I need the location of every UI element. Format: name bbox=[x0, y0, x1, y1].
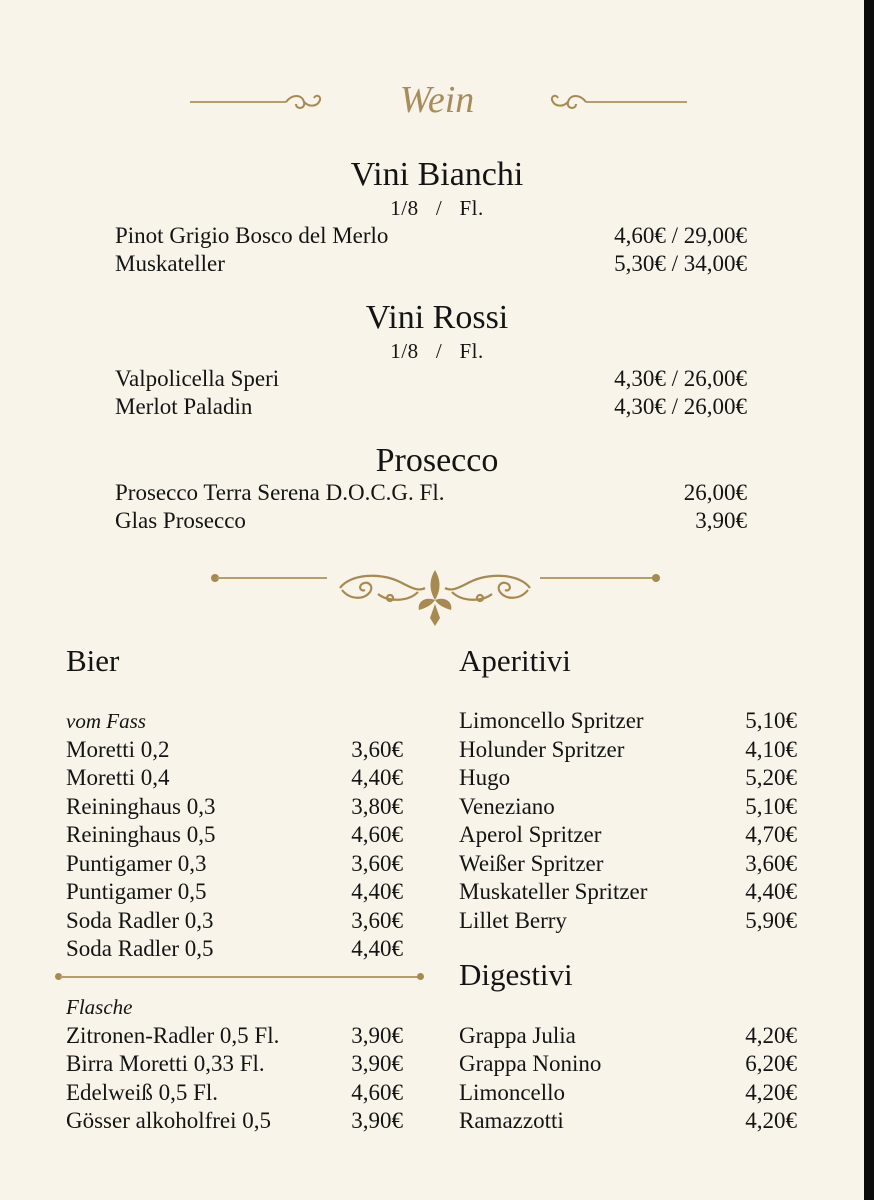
menu-item-name: Weißer Spritzer bbox=[459, 851, 604, 876]
menu-item-price: 5,20€ bbox=[745, 765, 797, 790]
section-title-aperitivi: Aperitivi bbox=[459, 643, 571, 678]
menu-item-name: Ramazzotti bbox=[459, 1108, 564, 1133]
menu-item-name: Muskateller Spritzer bbox=[459, 879, 648, 904]
menu-item-price: 5,90€ bbox=[745, 908, 797, 933]
menu-item-price: 3,90€ bbox=[351, 1023, 403, 1048]
section-title-vini-rossi: Vini Rossi bbox=[365, 299, 509, 336]
menu-item-name: Birra Moretti 0,33 Fl. bbox=[66, 1051, 265, 1076]
menu-item-name: Pinot Grigio Bosco del Merlo bbox=[115, 223, 389, 248]
menu-item-price: 6,20€ bbox=[745, 1051, 797, 1076]
menu-item-price: 4,60€ bbox=[351, 822, 403, 847]
menu-item-price: 3,90€ bbox=[351, 1108, 403, 1133]
section-title-vini-bianchi: Vini Bianchi bbox=[350, 156, 524, 193]
menu-item-price: 4,40€ bbox=[351, 879, 403, 904]
menu-item-price: 4,40€ bbox=[351, 765, 403, 790]
menu-item-price: 26,00€ bbox=[683, 480, 747, 505]
menu-item-name: Soda Radler 0,5 bbox=[66, 936, 214, 961]
section-subtitle: 1/8 / Fl. bbox=[390, 339, 484, 363]
menu-item-price: 4,60€ bbox=[351, 1080, 403, 1105]
menu-item-name: Grappa Nonino bbox=[459, 1051, 602, 1076]
subsection-label-flasche: Flasche bbox=[66, 995, 133, 1019]
menu-item-price: 4,30€ / 26,00€ bbox=[614, 366, 747, 391]
section-subtitle: 1/8 / Fl. bbox=[390, 196, 484, 220]
menu-item-name: Hugo bbox=[459, 765, 511, 790]
menu-item-name: Limoncello Spritzer bbox=[459, 708, 644, 733]
ornament-line bbox=[540, 577, 653, 579]
menu-item-name: Edelweiß 0,5 Fl. bbox=[66, 1080, 219, 1105]
menu-item-price: 4,10€ bbox=[745, 737, 797, 762]
menu-item-price: 5,30€ / 34,00€ bbox=[614, 251, 747, 276]
menu-item-name: Aperol Spritzer bbox=[459, 822, 602, 847]
menu-item-price: 4,60€ / 29,00€ bbox=[614, 223, 747, 248]
menu-item-price: 3,90€ bbox=[695, 508, 747, 533]
menu-item-name: Veneziano bbox=[459, 794, 555, 819]
menu-item-name: Lillet Berry bbox=[459, 908, 567, 933]
menu-item-price: 3,90€ bbox=[351, 1051, 403, 1076]
section-title-bier: Bier bbox=[66, 643, 120, 678]
menu-item-name: Zitronen-Radler 0,5 Fl. bbox=[66, 1023, 280, 1048]
menu-item-price: 3,80€ bbox=[351, 794, 403, 819]
menu-item-name: Moretti 0,2 bbox=[66, 737, 170, 762]
menu-item-name: Puntigamer 0,3 bbox=[66, 851, 207, 876]
menu-item-name: Merlot Paladin bbox=[115, 394, 253, 419]
menu-item-price: 4,40€ bbox=[351, 936, 403, 961]
menu-item-price: 4,40€ bbox=[745, 879, 797, 904]
ornament-dot bbox=[652, 574, 660, 582]
menu-item-price: 4,20€ bbox=[745, 1023, 797, 1048]
menu-item-price: 4,20€ bbox=[745, 1108, 797, 1133]
menu-item-price: 5,10€ bbox=[745, 708, 797, 733]
menu-item-price: 3,60€ bbox=[351, 737, 403, 762]
bier-divider-dot bbox=[417, 973, 424, 980]
menu-item-name: Prosecco Terra Serena D.O.C.G. Fl. bbox=[115, 480, 445, 505]
subsection-label-vom-fass: vom Fass bbox=[66, 709, 146, 733]
menu-item-price: 3,60€ bbox=[351, 851, 403, 876]
menu-item-name: Soda Radler 0,3 bbox=[66, 908, 214, 933]
menu-item-name: Puntigamer 0,5 bbox=[66, 879, 207, 904]
menu-item-name: Muskateller bbox=[115, 251, 225, 276]
menu-item-name: Limoncello bbox=[459, 1080, 566, 1105]
ornament-line bbox=[217, 577, 327, 579]
section-title-digestivi: Digestivi bbox=[459, 957, 573, 992]
menu-item-price: 4,20€ bbox=[745, 1080, 797, 1105]
ornament-icon bbox=[330, 560, 540, 630]
screen-edge bbox=[864, 0, 874, 1200]
menu-item-name: Valpolicella Speri bbox=[115, 366, 280, 391]
menu-item-name: Gösser alkoholfrei 0,5 bbox=[66, 1108, 272, 1133]
menu-item-name: Reininghaus 0,3 bbox=[66, 794, 216, 819]
wein-title: Wein bbox=[399, 79, 475, 121]
menu-item-price: 3,60€ bbox=[745, 851, 797, 876]
menu-item-price: 4,30€ / 26,00€ bbox=[614, 394, 747, 419]
menu-item-name: Glas Prosecco bbox=[115, 508, 246, 533]
menu-item-name: Reininghaus 0,5 bbox=[66, 822, 216, 847]
menu-item-name: Grappa Julia bbox=[459, 1023, 576, 1048]
menu-item-name: Holunder Spritzer bbox=[459, 737, 625, 762]
menu-item-price: 5,10€ bbox=[745, 794, 797, 819]
right-flourish-icon bbox=[542, 88, 687, 116]
bier-divider-line bbox=[60, 976, 420, 978]
section-title-prosecco: Prosecco bbox=[375, 442, 499, 479]
menu-item-name: Moretti 0,4 bbox=[66, 765, 170, 790]
menu-item-price: 3,60€ bbox=[351, 908, 403, 933]
menu-item-price: 4,70€ bbox=[745, 822, 797, 847]
